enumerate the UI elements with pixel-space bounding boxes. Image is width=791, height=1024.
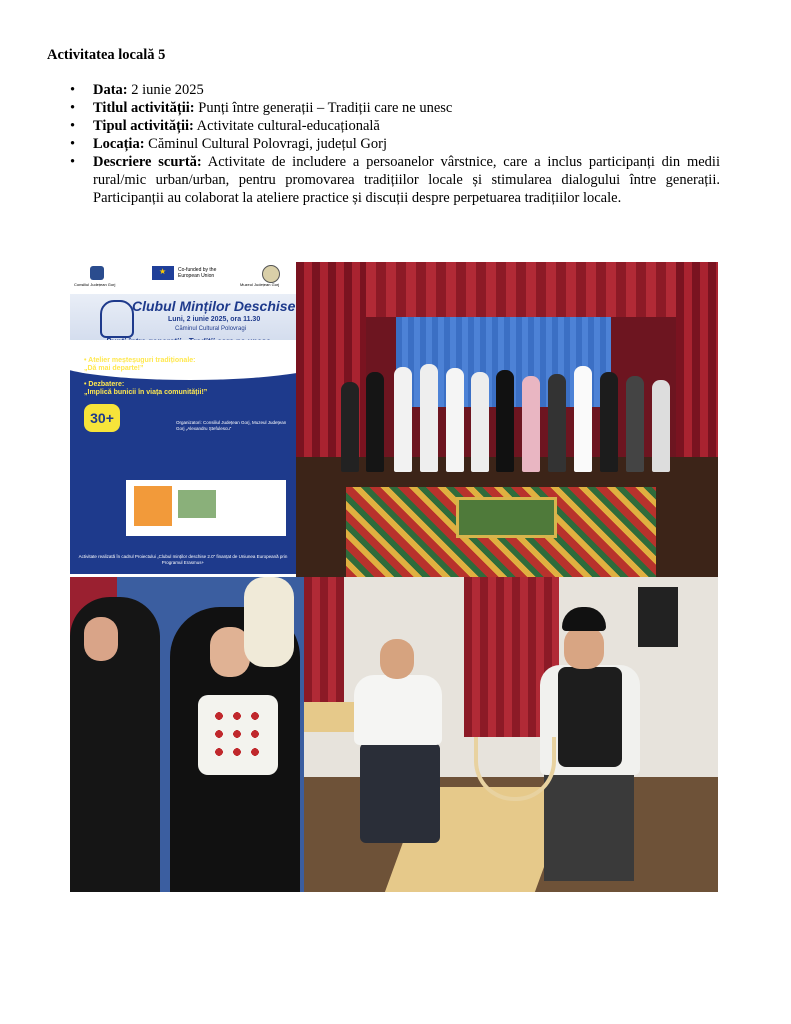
detail-value: 2 iunie 2025 — [127, 82, 204, 98]
group-stage-photo — [296, 262, 718, 577]
poster-eu-text: Co-funded by the European Union — [178, 267, 217, 279]
poster-footer: Activitate realizată în cadrul Proiectului „Clubul minților deschise 2.0” finanțat de Uniunea Europeană prin Programul Erasmus+ — [78, 554, 288, 565]
poster-agenda — [84, 357, 207, 397]
poster-graphic — [134, 486, 172, 526]
person — [496, 370, 514, 472]
embroidery-pattern — [210, 707, 265, 757]
county-council-logo-icon — [90, 266, 104, 280]
person — [522, 376, 540, 472]
poster-dezbatere-name: „Implică bunicii în viața comunității!” — [84, 389, 208, 396]
person — [446, 368, 464, 472]
detail-label: Descriere scurtă: — [93, 154, 202, 170]
head — [380, 639, 414, 679]
person — [341, 382, 359, 472]
section-heading: Activitatea locală 5 — [47, 47, 166, 63]
detail-label: Tipul activității: — [93, 118, 194, 134]
poster-organizers: Organizatori: Consiliul Județean Gorj, Muzeul Județean Gorj „Alexandru Ștefulescu” — [176, 420, 287, 431]
person — [394, 367, 412, 472]
poster-title: Clubul Minților Deschise — [132, 298, 296, 314]
legs — [360, 743, 440, 843]
young-man — [350, 639, 446, 849]
person — [652, 380, 670, 472]
person — [471, 372, 489, 472]
detail-type — [70, 117, 720, 135]
poster-org-right: Muzeul Județean Gorj — [240, 282, 280, 287]
person — [574, 366, 592, 472]
poster-place: Căminul Cultural Polovragi — [175, 326, 247, 332]
head — [564, 627, 604, 669]
poster-atelier: • Atelier meșteșuguri tradiționale: — [84, 357, 196, 364]
woven-rug — [456, 497, 557, 538]
legs — [544, 771, 634, 881]
detail-label: Locația: — [93, 136, 145, 152]
eu-flag-icon — [152, 266, 174, 280]
group-of-people — [336, 362, 676, 472]
bullet-icon: • — [70, 100, 76, 116]
detail-location — [70, 135, 720, 153]
bullet-icon: • — [70, 136, 76, 152]
wool-spinning-photo — [70, 577, 304, 892]
detail-title — [70, 99, 720, 117]
detail-label: Titlul activității: — [93, 100, 195, 116]
wool-bundle — [244, 577, 294, 667]
person — [548, 374, 566, 472]
poster-date: Luni, 2 iunie 2025, ora 11.30 — [168, 316, 261, 323]
poster-dezbatere: • Dezbatere: — [84, 381, 125, 388]
poster-org-left: Consiliul Județean Gorj — [74, 282, 116, 287]
head-outline-icon — [100, 300, 134, 338]
description-text — [93, 153, 720, 207]
white-tshirt — [354, 675, 442, 745]
basket-weaving-photo — [304, 577, 718, 892]
face — [84, 617, 118, 661]
detail-description — [70, 153, 720, 207]
person — [626, 376, 644, 472]
activity-details-list — [70, 81, 720, 207]
poster-photo — [178, 490, 216, 518]
event-poster-image — [70, 262, 296, 574]
black-hat — [562, 607, 606, 631]
detail-value: Activitate cultural-educațională — [193, 118, 380, 134]
bullet-icon: • — [70, 82, 76, 98]
detail-value: Căminul Cultural Polovragi, județul Gorj — [144, 136, 387, 152]
detail-label: Data: — [93, 82, 128, 98]
detail-value: Activitate de includere a persoanelor vârstnice, care a inclus participanți din medii rural/mic urban/urban, pentru promovarea tradițiilor locale și stimularea dialogului între generații. Participanții au colaborat la ateliere practice și discuții despre perpetuarea tradițiilor locale. — [93, 154, 720, 206]
museum-logo-icon — [262, 265, 280, 283]
person — [600, 372, 618, 472]
bullet-icon: • — [70, 118, 76, 134]
black-vest — [558, 667, 622, 767]
person — [366, 372, 384, 472]
poster-atelier-name: „Dă mai departe!” — [84, 365, 144, 372]
detail-date — [70, 81, 720, 99]
age-badge: 30+ — [84, 404, 120, 432]
bullet-icon: • — [70, 154, 76, 170]
detail-value: Punți între generații – Tradiții care ne unesc — [194, 100, 453, 116]
person — [420, 364, 438, 472]
